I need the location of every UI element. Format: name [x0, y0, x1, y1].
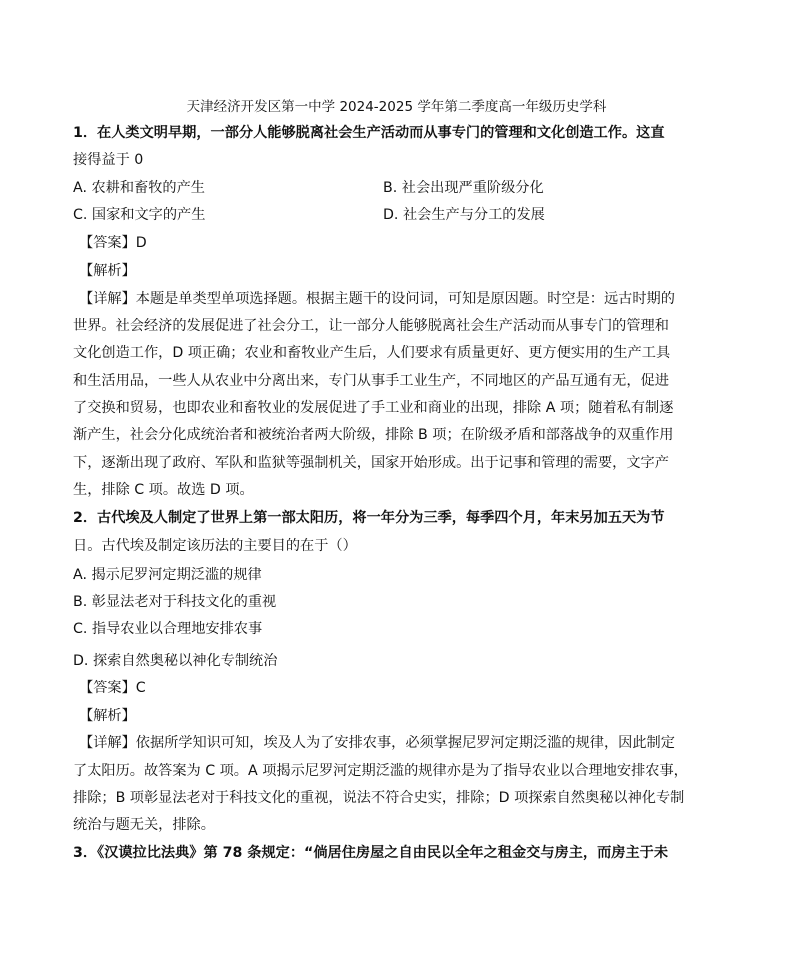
- q1-answer: 【答案】D: [79, 235, 147, 251]
- q2-answer: 【答案】C: [79, 680, 146, 696]
- q2-option-a: A. 揭示尼罗河定期泛滥的规律: [73, 567, 262, 583]
- q1-detail-line: 世界。社会经济的发展促进了社会分工，让一部分人能够脱离社会生产活动而从事专门的管理和: [73, 318, 669, 334]
- q1-detail-line: 文化创造工作，D 项正确；农业和畜牧业产生后，人们要求有质量更好、更方便实用的生产工具: [73, 345, 671, 361]
- q2-stem-line-2: 日。古代埃及制定该历法的主要目的在于（）: [73, 538, 357, 554]
- q2-stem-line-1: 2．古代埃及人制定了世界上第一部太阳历，将一年分为三季，每季四个月，年末另加五天为节: [73, 510, 665, 526]
- page-title: 天津经济开发区第一中学 2024-2025 学年第二季度高一年级历史学科: [186, 99, 607, 115]
- q1-detail-line: 和生活用品，一些人从农业中分离出来，专门从事手工业生产，不同地区的产品互通有无，促进: [73, 373, 669, 389]
- q1-detail-line: 生，排除 C 项。故选 D 项。: [73, 482, 254, 498]
- q1-detail-line: 了交换和贸易，也即农业和畜牧业的发展促进了手工业和商业的出现，排除 A 项；随着私有制逐: [73, 400, 674, 416]
- q2-option-b: B. 彰显法老对于科技文化的重视: [73, 594, 277, 610]
- q1-option-a: A. 农耕和畜牧的产生: [73, 180, 205, 196]
- q2-detail-line: 排除；B 项彰显法老对于科技文化的重视，说法不符合史实，排除；D 项探索自然奥秘以神化专制: [73, 790, 685, 806]
- q1-analysis-label: 【解析】: [79, 263, 136, 279]
- q2-detail-line: 了太阳历。故答案为 C 项。A 项揭示尼罗河定期泛滥的规律亦是为了指导农业以合理地安排农事，: [73, 763, 688, 779]
- q1-option-b: B. 社会出现严重阶级分化: [383, 180, 544, 196]
- q1-option-d: D. 社会生产与分工的发展: [383, 207, 545, 223]
- q1-option-c: C. 国家和文字的产生: [73, 207, 206, 223]
- q2-detail-line: 统治与题无关，排除。: [73, 817, 215, 833]
- q2-option-c: C. 指导农业以合理地安排农事: [73, 621, 263, 637]
- q1-stem-line-1: 1．在人类文明早期，一部分人能够脱离社会生产活动而从事专门的管理和文化创造工作。这直: [73, 125, 665, 141]
- q2-detail-line: 【详解】依据所学知识可知，埃及人为了安排农事，必须掌握尼罗河定期泛滥的规律，因此制定: [79, 735, 675, 751]
- q1-stem-line-2: 接得益于 0: [73, 152, 144, 168]
- q3-stem-line-1: 3．《汉谟拉比法典》第 78 条规定：“倘居住房屋之自由民以全年之租金交与房主，而房主于未: [73, 845, 669, 861]
- q1-detail-line: 下，逐渐出现了政府、军队和监狱等强制机关，国家开始形成。出于记事和管理的需要，文字产: [73, 455, 669, 471]
- q2-analysis-label: 【解析】: [79, 708, 136, 724]
- q1-detail-line: 渐产生，社会分化成统治者和被统治者两大阶级，排除 B 项；在阶级矛盾和部落战争的双重作用: [73, 427, 674, 443]
- q1-detail-line: 【详解】本题是单类型单项选择题。根据主题干的设问词，可知是原因题。时空是：远古时期的: [79, 291, 675, 307]
- q2-option-d: D. 探索自然奥秘以神化专制统治: [73, 653, 278, 669]
